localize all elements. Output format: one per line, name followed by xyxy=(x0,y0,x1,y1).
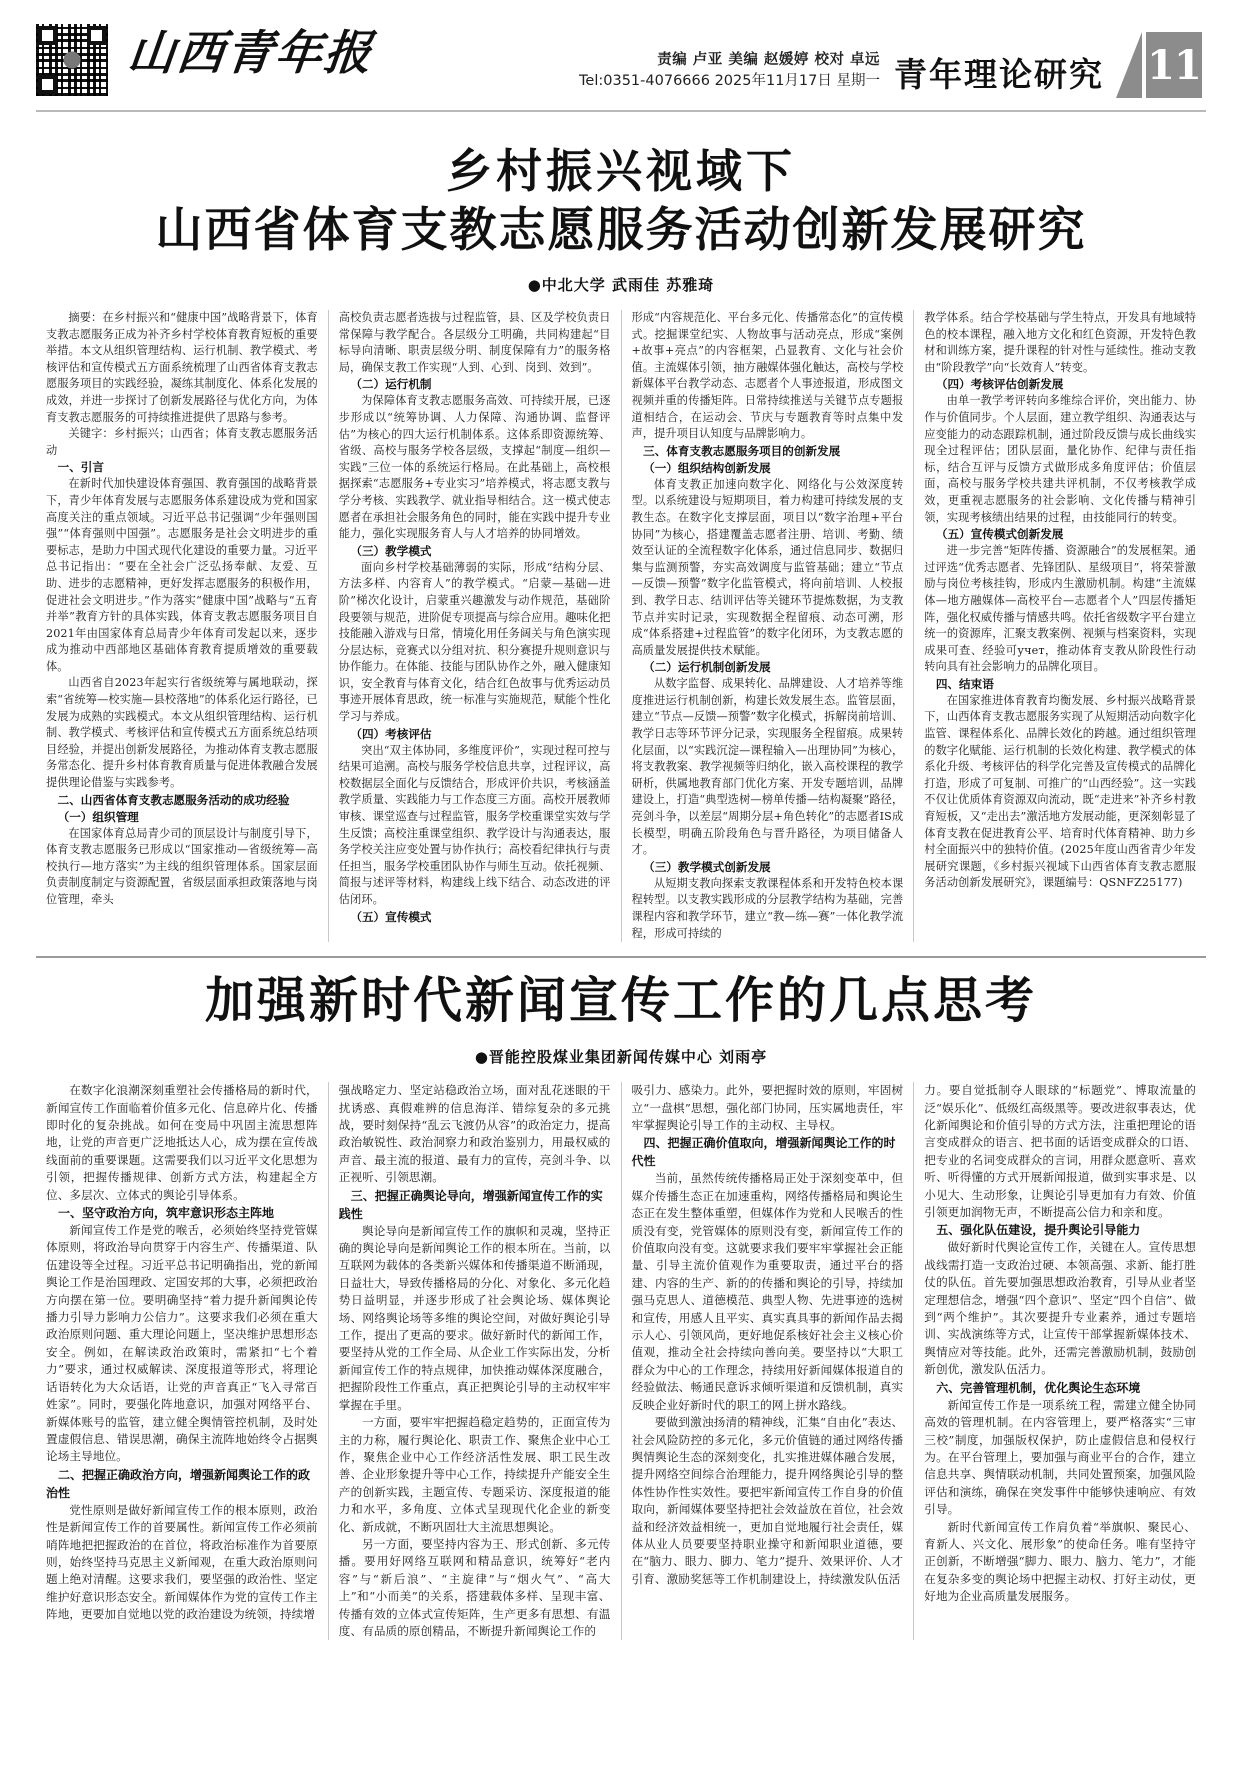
body-paragraph: 在国家推进体育教育均衡发展、乡村振兴战略背景下，山西体育支教志愿服务实现了从短期活动向数字化监管、课程体系化、品牌长效化的跨越。通过组织管理的数字化赋能、运行机制的长效化构建、教学模式的体系化升级、考核评估的科学化完善及宣传模式的品牌化打造，形成了可复制、可推广的“山西经验”。这一实践不仅让优质体育资源双向流动，既“走进来”补齐乡村教育短板，又“走出去”激活地方发展动能，更深刻彰显了体育支教在促进教育公平、培育时代体育精神、助力乡村全面振兴中的独特价值。(2025年度山西省青少年发展研究课题，《乡村振兴视域下山西省体育支教志愿服务活动创新发展研究》，课题编号：QSNFZ25177) xyxy=(924,693,1196,890)
body-paragraph: 关键字：乡村振兴；山西省；体育支教志愿服务活动 xyxy=(46,427,318,457)
paper-nameplate: 山西青年报 xyxy=(125,26,376,81)
section-heading: （一）组织结构创新发展 xyxy=(643,460,771,475)
body-paragraph: 新时代新闻宣传工作肩负着“举旗帜、聚民心、育新人、兴文化、展形象”的使命任务。唯有坚持守正创新，不断增强“脚力、眼力、脑力、笔力”，才能在复杂多变的舆论场中把握主动权、打好主动仗，更好地为企业高质量发展服务。 xyxy=(924,1519,1196,1604)
slash-decoration xyxy=(1116,32,1142,98)
body-paragraph: 从短期支教向探索支教课程体系和开发特色校本课程转型。以支教实践形成的分层教学结构为基础，完善课程内容和教学环节，建立“教—练—赛”一体化教学流程，形成可持续的 xyxy=(631,876,904,940)
section-heading: （二）运行机制创新发展 xyxy=(643,660,771,675)
body-paragraph: 要做到激浊扬清的精神线，汇集“自由化”表达、社会风险防控的多元化，多元价值链的通过网络传播舆情舆论生态的深刻变化，扎实推进媒体融合发展，提升网络空间综合治理能力，提升网络舆论引导的整体性协作性实效性。要把牢新闻宣传工作自身的价值取向，新闻媒体要坚持把社会效益放在首位，社会效益和经济效益相统一，更加自觉地履行社会责任，媒体从业人员要要坚持职业操守和新闻职业道德，要在“脑力、眼力、脚力、笔力”提升、效果评价、人才引育、激励奖惩等工作机制建设上，持续激发队伍活 xyxy=(631,1415,904,1586)
section-title: 青年理论研究 xyxy=(894,55,1104,94)
body-paragraph: 强战略定力、坚定站稳政治立场，面对乱花迷眼的干扰诱惑、真假难辨的信息海洋、错综复杂的多元挑战，要时刻保持“乱云飞渡仍从容”的政治定力，提高政治敏锐性、政治洞察力和政治鉴别力，用最权威的声音、最主流的报道、最有力的宣传，亮剑斗争、以正视听、引领思潮。 xyxy=(338,1083,611,1185)
body-paragraph: 山西省自2023年起实行省级统筹与属地联动，探索“省统筹—校实施—县校落地”的体系化运行路径，已发展为成熟的实践模式。本文从组织管理结构、运行机制、教学模式、考核评估和宣传模式五方面系统总结项目经验，并提出创新发展路径，为推动体育支教志愿服务常态化、提升乡村体育教育质量与促进体教融合发展提供理论借鉴与实践参考。 xyxy=(46,676,318,790)
page-number: 11 xyxy=(1146,32,1202,98)
article1-headline xyxy=(0,112,1242,262)
section-heading: 四、结束语 xyxy=(935,676,994,691)
article1-column-4 xyxy=(914,310,1206,942)
body-paragraph: 教学体系。结合学校基础与学生特点，开发具有地域特色的校本课程，融入地方文化和红色资源，开发特色教材和训练方案，提升课程的针对性与延续性。推动支教由“阶段教学”向“长效育人”转变。 xyxy=(924,311,1196,374)
section-heading: （三）教学模式创新发展 xyxy=(643,859,771,874)
section-heading: （一）组织管理 xyxy=(57,809,139,824)
body-paragraph: 在新时代加快建设体育强国、教育强国的战略背景下，青少年体育发展与志愿服务体系建设成为党和国家高度关注的重点领域。习近平总书记强调“少年强则国强”“体育强则中国强”。志愿服务是社会文明进步的重要标志，是助力中国式现代化建设的重要力量。习近平总书记指出：“要在全社会广泛弘扬奉献、友爱、互助、进步的志愿精神，更好发挥志愿服务的积极作用，促进社会文明进步。”作为落实“健康中国”战略与“五育并举”教育方针的具体实践，体育支教志愿服务项目自2021年由国家体育总局青少年体育司发起以来，逐步成为推动中西部地区基础体育教育提质增效的重要载体。 xyxy=(46,477,318,673)
section-heading: 五、强化队伍建设，提升舆论引导能力 xyxy=(936,1223,1141,1238)
section-heading: （五）宣传模式 xyxy=(350,909,432,924)
article2-column-3 xyxy=(622,1082,915,1640)
body-paragraph: 为保障体育支教志愿服务高效、可持续开展，已逐步形成以“统筹协调、人力保障、沟通协调、监督评估”为核心的四大运行机制体系。这体系即资源统筹、省级、高校与服务学校各层级，支撑起“制度—组织—实践”三位一体的系统运行格局。在此基础上，高校根据探索“志愿服务+专业实习”培养模式，将志愿支教与学分考核、实践教学、就业指导相结合。这一模式使志愿者在承担社会服务角色的同时，能在实践中提升专业能力，强化实现服务育人与人才培养的协同增效。 xyxy=(338,394,611,541)
article2-headline-line1: 加强新时代新闻宣传工作的几点思考 xyxy=(204,972,1037,1030)
section-heading: （五）宣传模式创新发展 xyxy=(935,527,1064,542)
body-paragraph: 一方面，要牢牢把握趋稳定趋势的，正面宣传为主的力称，履行舆论化、职责工作、聚焦企业中心工作，聚焦企业中心工作经济活性发展、职工民生改善、企业形象提升等中心工作，持续提升产能安全生产的创新实践，主题宣传、专题采访、深度报道的能力和水平，多角度、立体式呈现现代化企业的新变化、新成就，不断巩固壮大主流思想舆论。 xyxy=(338,1415,611,1534)
masthead xyxy=(0,0,1242,110)
article2-column-4 xyxy=(914,1082,1206,1640)
body-paragraph: 舆论导向是新闻宣传工作的旗帜和灵魂，坚持正确的舆论导向是新闻舆论工作的根本所在。当前，以互联网为载体的各类新兴媒体和传播渠道不断涌现，日益壮大，导致传播格局的分化、对象化、多元化趋势日益明显，并逐步形成了社会舆论场、媒体舆论场、网络舆论场等多维的舆论空间，对做好舆论引导工作，提出了更高的要求。做好新时代的新闻工作，要坚持从党的工作全局、从企业工作实际出发，分析新闻宣传工作的特点规律，加快推动媒体深度融合，把握阶段性工作重点，真正把舆论引导的主动权牢牢掌握在手里。 xyxy=(338,1223,611,1412)
editor-line: 责编 卢亚 美编 赵媛婷 校对 卓远 xyxy=(657,52,880,68)
body-paragraph: 进一步完善“矩阵传播、资源融合”的发展框架。通过评选“优秀志愿者、先锋团队、星级项目”，将荣誉激励与岗位考核挂钩，形成内生激励机制。构建“主流媒体—地方融媒体—高校平台—志愿者个人”四层传播矩阵，强化权威传播与情感共鸣。依托省级数字平台建立统一的资源库，汇聚支教案例、视频与档案资料，实现成果可查、经验可учет，推动体育支教从阶段性行动转向具有社会影响力的品牌化项目。 xyxy=(924,544,1196,674)
body-paragraph: 由单一教学考评转向多维综合评价，突出能力、协作与价值同步。个人层面，建立教学组织、沟通表达与应变能力的动态跟踪机制，通过阶段反馈与成长曲线实现全过程评估；团队层面，量化协作、纪律与责任指标，结合互评与反馈方式做形成多角度评估；价值层面，高校与服务学校共建共评机制，不仅考核教学成效，更重视志愿服务的社会影响、文化传播与精神引领，实现考核绩出结果的过程，由技能同行的转变。 xyxy=(924,394,1196,524)
body-paragraph: 党性原则是做好新闻宣传工作的根本原则，政治性是新闻宣传工作的首要属性。新闻宣传工作必须前哨阵地把把握政治的在首位，将政治标准作为首要原则，始终坚持马克思主义新闻观，在重大政治原则问题上绝对清醒。这要求我们，要坚强的政治性、坚定维护好意识形态安全。新闻媒体作为党的宣传工作主阵地，更要加自觉地以党的政治建设为统领，持续增 xyxy=(46,1502,318,1622)
section-heading: （四）考核评估 xyxy=(350,726,432,741)
article1-headline-line2: 山西省体育支教志愿服务活动创新发展研究 xyxy=(155,203,1087,258)
article2-headline xyxy=(0,958,1242,1034)
article2-column-2 xyxy=(329,1082,622,1640)
body-paragraph: 在国家体育总局青少司的顶层设计与制度引导下，体育支教志愿服务已形成以“国家推动—省级统筹—高校执行—地方落实”为主线的组织管理体系。国家层面负责制度制定与资源配置，省级层面承担政策落地与岗位管理，牵头 xyxy=(46,826,318,906)
body-paragraph: 新闻宣传工作是一项系统工程，需建立健全协同高效的管理机制。在内容管理上，要严格落实“三审三校”制度，加强版权保护，防止虚假信息和侵权行为。在平台管理上，要加强与商业平台的合作，建立信息共享、舆情联动机制，共同处置预案，加强风险评估和演练，确保在突发事件中能够快速响应、有效引导。 xyxy=(924,1397,1196,1517)
body-paragraph: 摘要：在乡村振兴和“健康中国”战略背景下，体育支教志愿服务正成为补齐乡村学校体育教育短板的重要举措。本文从组织管理结构、运行机制、教学模式、考核评估和宣传模式五方面系统梳理了山西省体育支教志愿服务项目的实践经验，凝练其制度化、体系化发展的成效，并进一步探讨了创新发展路径与优化方向，为体育支教志愿服务的可持续推进提供了思路与参考。 xyxy=(46,311,318,424)
body-paragraph: 体育支教正加速向数字化、网络化与公效深度转型。以系统建设与短期项目，着力构建可持续发展的支教生态。在数字化支撑层面，项目以“数字治理+平台协同”为核心，搭建覆盖志愿者注册、培训、考勤、绩效至认证的全流程数字化体系，通过信息同步、数据归集与监测预警，夯实高效调度与监管基础；建立“节点—反馈—预警”数字化监管模式，将向前培训、人校报到、教学日志、结训评估等关键环节提炼数据，为支教节点并实时记录，实现数据全程留痕、动态可溯，形成“体系搭建+过程监管”的数字化闭环，为支教志愿的高质量发展提供技术赋能。 xyxy=(631,477,904,657)
section-heading: （三）教学模式 xyxy=(350,543,432,558)
body-paragraph: 新闻宣传工作是党的喉舌，必须始终坚持党管媒体原则，将政治导向贯穿于内容生产、传播渠道、队伍建设等全过程。习近平总书记明确指出，党的新闻舆论工作是治国理政、定国安邦的大事，必须把政治方向摆在第一位。要明确坚持“着力提升新闻舆论传播力引导力影响力公信力”。这要求我们必须在重大政治原则问题、重大理论问题上，坚决维护思想形态安全。例如，在解读政治政策时，需紧扣“七个着力”要求，通过权威解读、深度报道等形式，将理论话语转化为大众话语，让党的声音真正“飞入寻常百姓家”。同时，要强化阵地意识，加强对网络平台、新媒体账号的监管，建立健全舆情管控机制，及时处置虚假信息、错误思潮，确保主流阵地始终令占据舆论场主导地位。 xyxy=(46,1223,318,1464)
masthead-right xyxy=(579,18,1202,98)
body-paragraph: 另一方面，要坚持内容为王、形式创新、多元传播。要用好网络互联网和精品意识，统筹好“老内容”与“新后浪”、“主旋律”与“烟火气”、“高大上”和“小而美”的关系，搭建载体多样、呈现丰富、传播有效的立体式宣传矩阵，生产更多有思想、有温度、有品质的原创精品，不断提升新闻舆论工作的 xyxy=(338,1536,611,1638)
section-heading: （四）考核评估创新发展 xyxy=(935,377,1064,392)
page-number-badge xyxy=(1116,32,1202,98)
body-paragraph: 在数字化浪潮深刻重塑社会传播格局的新时代，新闻宣传工作面临着价值多元化、信息碎片化、传播即时化的复杂挑战。如何在变局中巩固主流思想阵地，让党的声音更广泛地抵达人心，成为摆在宣传战线面前的重要课题。这需要我们以习近平文化思想为引领，把握传播规律、创新方式方法，构建起全方位、多层次、立体式的舆论引导体系。 xyxy=(46,1083,318,1202)
body-paragraph: 当前，虽然传统传播格局正处于深刻变革中，但媒介传播生态正在加速重构，网络传播格局和舆论生态正在发生整体重塑，但媒体作为党和人民喉舌的性质没有变，党管媒体的原则没有变，新闻宣传工作的价值取向没有变。这就要求我们要牢牢掌握社会正能量、引导主流价值观作为重要取责，通过平台的搭建、内容的生产、新的的传播和舆论的引导，持续加强马克思人、道德模范、典型人物、先进事迹的选树和宣传，用感人且平实、真实真具事的新闻作品去揭示人心、引领风尚，更好地促系核好社会主义核心价值观，推动全社会持续向善向美。要坚持以“大职工群众为中心的工作理念，持续用好新闻媒体报道自的经验做法、畅通民意诉求倾听渠道和反馈机制，真实反映企业好新时代的职工的网上拼水路线。 xyxy=(631,1171,904,1412)
body-paragraph: 力。要自觉抵制夺人眼球的“标题党”、博取流量的泛“娱乐化”、低级红高级黑等。要改进叙事表达，优化新闻舆论和价值引导的方式方法，注重把理论的语言变成群众的语言、把书面的话语变成群众的口语、把专业的名词变成群众的言词，用群众愿意听、喜欢听、听得懂的方式开展新闻报道，做到实事求是、以小见大、生动形象，让舆论引导更加有力有效、价值引领更加润物无声，不断提高公信力和亲和度。 xyxy=(924,1083,1196,1220)
article1-column-2 xyxy=(329,310,622,942)
body-paragraph: 做好新时代舆论宣传工作，关键在人。宣传思想战线需打造一支政治过硬、本领高强、求新、能打胜仗的队伍。首先要加强思想政治教育，引导从业者坚定理想信念，增强“四个意识”、坚定“四个自信”、做到“两个维护”。其次要提升专业素养，通过专题培训、实战演练等方式，让宣传干部掌握新媒体技术、舆情应对等技能。此外，还需完善激励机制，鼓励创新创优，激发队伍活力。 xyxy=(924,1240,1196,1377)
masthead-meta xyxy=(579,50,880,98)
article2-byline: ●晋能控股煤业集团新闻传媒中心 刘雨亭 xyxy=(474,1048,768,1067)
qr-code-icon[interactable] xyxy=(36,24,108,96)
article1-byline: ●中北大学 武雨佳 苏雅琦 xyxy=(527,276,715,294)
section-heading: 六、完善管理机制，优化舆论生态环境 xyxy=(936,1380,1141,1395)
article1-column-1 xyxy=(36,310,329,942)
article2-column-1 xyxy=(36,1082,329,1640)
article2-columns xyxy=(0,1078,1242,1640)
body-paragraph: 突出“双主体协同，多维度评价”，实现过程可控与结果可追溯。高校与服务学校信息共享，过程评议，高校数据层全面化与反馈结合，形成评价共识，考核涵盖教学质量、实践能力与工作态度三方面。高校开展教师审核、课堂巡查与过程监管，服务学校重课堂实效与学生反馈；高校注重课堂组织、教学设计与沟通表达，服务学校关注应变处置与协作执行；高校看纪律执行与责任担当，服务学校重团队协作与师生互动。依托视频、简报与述评等材料，构建线上线下结合、动态改进的评估闭环。 xyxy=(338,743,611,906)
section-heading: 二、把握正确政治方向，增强新闻舆论工作的政治性 xyxy=(46,1467,311,1500)
contact-date-line: Tel:0351-4076666 2025年11月17日 星期一 xyxy=(579,73,880,89)
section-heading: 一、引言 xyxy=(57,460,104,475)
body-paragraph: 形成“内容规范化、平台多元化、传播常态化”的宣传模式。挖掘课堂纪实、人物故事与活动亮点，形成“案例+故事+亮点”的内容框架，凸显教育、文化与社会价值。主流媒体引领，抽方融媒体强化触达，高校与学校新媒体平台教学动态、志愿者个人事迹报道，形成图文视频并重的传播矩阵。日常持续推送与关键节点专题报道相结合，在运动会、节庆与专题教育等时点集中发声，提升项目认知度与品牌影响力。 xyxy=(631,311,904,441)
body-paragraph: 从数字监督、成果转化、品牌建设、人才培养等维度推进运行机制创新，构建长效发展生态。监管层面，建立“节点—反馈—预警”数字化模式，拆解岗前培训、教学日志等环节评分记录，实现服务全程留痕。成果转化层面，以“实践沉淀—课程输入—出理协同”为核心，将支教教案、教学视频等归纳化，嵌入高校课程的教学研析，供属地教育部门优化方案、开发专题培训，品牌建设上，打造“典型选树—榜单传播—结构凝聚”路径，亮剑斗争，以差层“周期分层+角色转化”的志愿者IS成长模型，明确五阶段角色与晋升路径，为项目储备人才。 xyxy=(631,677,904,857)
section-heading: 一、坚守政治方向，筑牢意识形态主阵地 xyxy=(58,1206,275,1221)
article1-columns xyxy=(0,306,1242,942)
section-heading: （二）运行机制 xyxy=(350,377,432,392)
section-heading: 三、体育支教志愿服务项目的创新发展 xyxy=(643,443,841,458)
section-heading: 三、把握正确舆论导向，增强新闻宣传工作的实践性 xyxy=(338,1188,603,1221)
article1-column-3 xyxy=(622,310,915,942)
section-heading: 四、把握正确价值取向，增强新闻舆论工作的时代性 xyxy=(631,1136,896,1169)
body-paragraph: 吸引力、感染力。此外，要把握时效的原则，牢固树立“一盘棋”思想，强化部门协同，压实属地责任，牢牢掌握舆论引导工作的主动权、主导权。 xyxy=(631,1083,904,1132)
section-heading: 二、山西省体育支教志愿服务活动的成功经验 xyxy=(57,792,290,807)
body-paragraph: 高校负责志愿者选拔与过程监管，县、区及学校负责日常保障与教学配合。各层级分工明确，共同构建起“目标导向清晰、职责层级分明、制度保障有力”的服务格局，确保支教工作实现“人到、心到、岗到、效到”。 xyxy=(338,311,611,374)
article1-headline-line1: 乡村振兴视域下 xyxy=(446,144,796,198)
body-paragraph: 面向乡村学校基础薄弱的实际，形成“结构分层、方法多样、内容育人”的教学模式。“启蒙—基础—进阶”梯次化设计，启蒙重兴趣激发与动作规范，基础阶段要领与规范，进阶促专项提高与综合应用。趣味化把技能融入游戏与日常，情境化用任务阔关与角色演实现分层达标，竞赛式以分组对抗、积分赛提升规则意识与协作能力。在体能、技能与团队协作之外，融入健康知识，安全教育与体育文化，结合红色故事与优秀运动员事迹开展体育思政，统一标准与实施规范，赋能个性化学习与养成。 xyxy=(338,560,611,724)
